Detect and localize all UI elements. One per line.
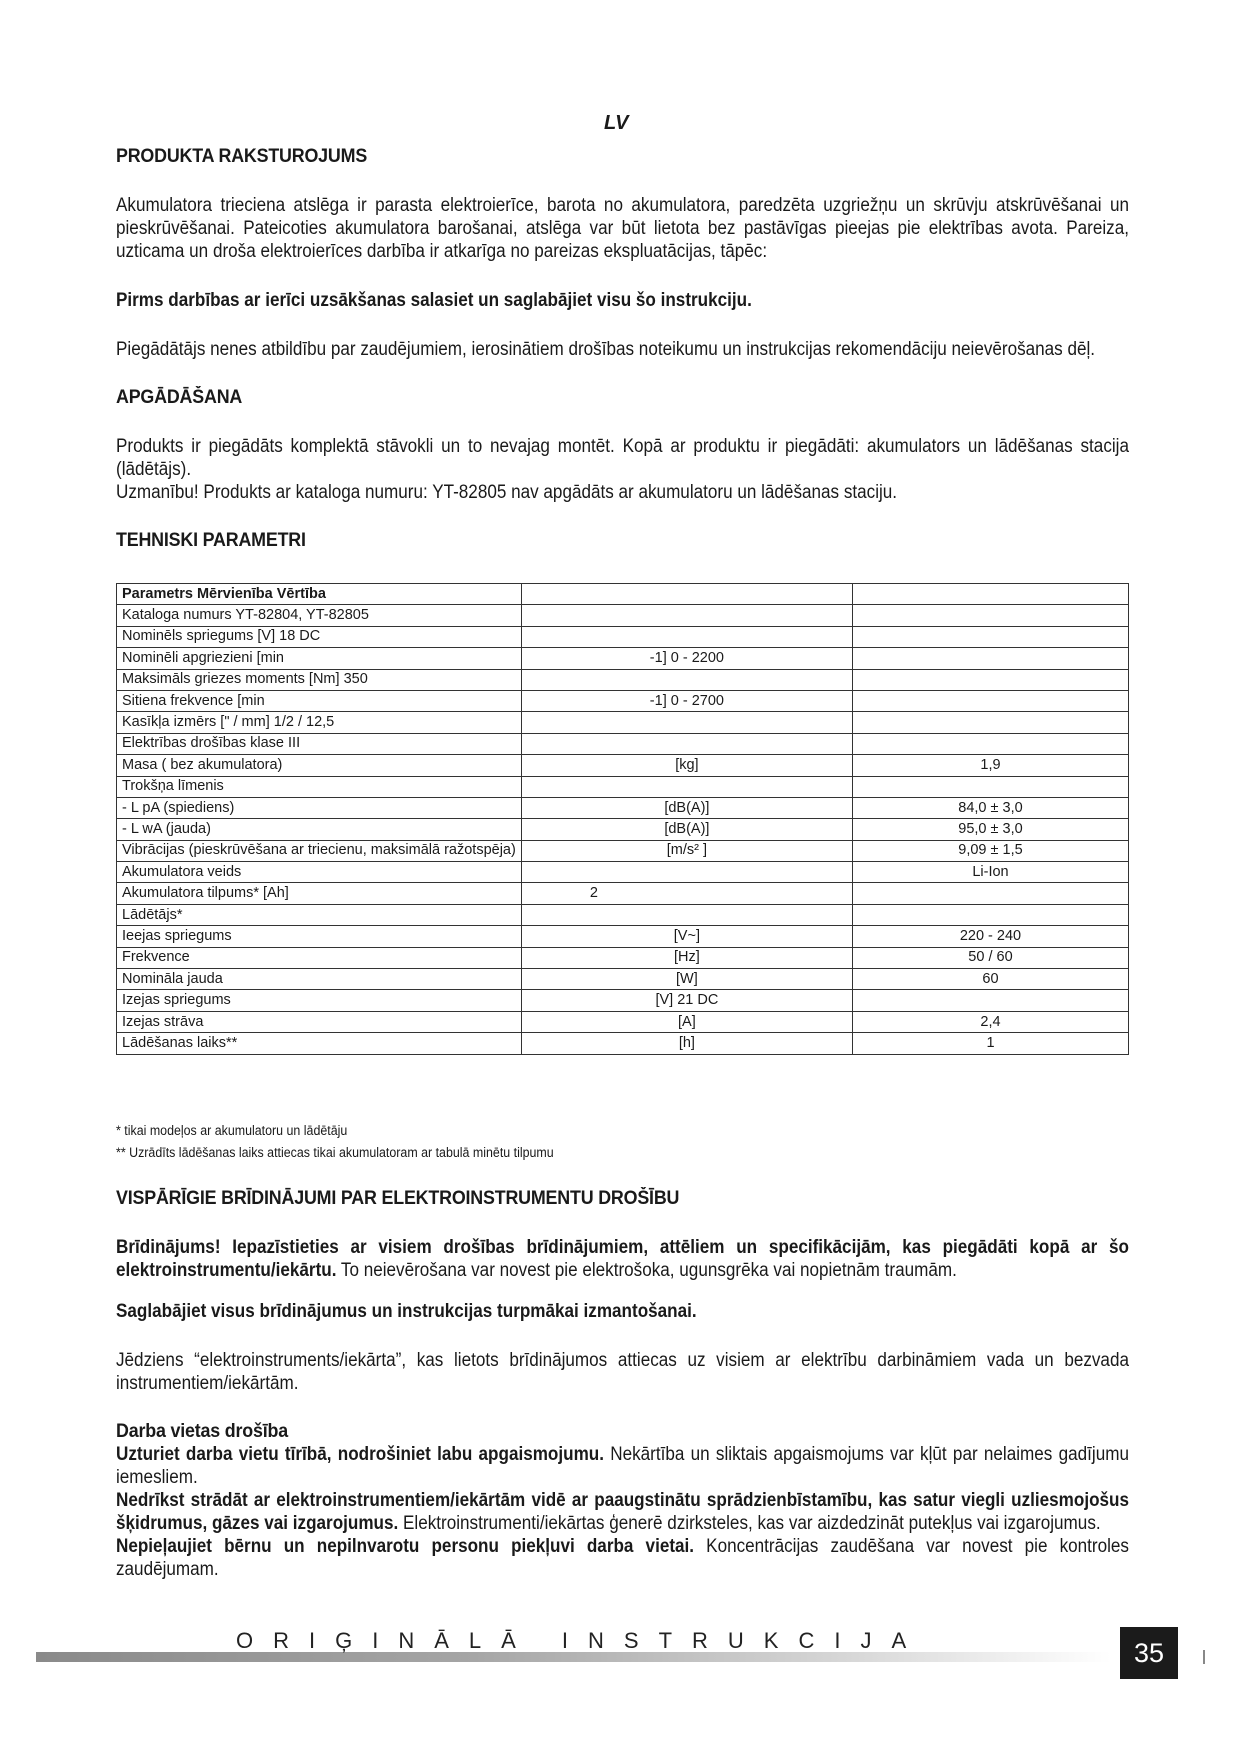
- table-cell: [852, 904, 1128, 925]
- table-row: [117, 926, 1129, 947]
- section-title-safety: VISPĀRĪGIE BRĪDINĀJUMI PAR ELEKTROINSTRUMENTU DROŠĪBU: [116, 1188, 680, 1209]
- table-cell: [852, 648, 1128, 669]
- table-cell: [521, 862, 852, 883]
- table-cell: Nominēli apgriezieni [min: [117, 648, 522, 669]
- table-cell: [dB(A)]: [521, 819, 852, 840]
- workplace-rule-3-bold: Nepieļaujiet bērnu un nepilnvarotu personu piekļuvi darba vietai.: [116, 1536, 695, 1557]
- table-cell: [521, 712, 852, 733]
- section-title-supply: APGĀDĀŠANA: [116, 387, 243, 408]
- table-cell: [852, 669, 1128, 690]
- table-cell: 2,4: [852, 1011, 1128, 1032]
- term-definition-paragraph: Jēdziens “elektroinstruments/iekārta”, kas lietots brīdinājumos attiecas uz visiem ar elektrību darbināmiem vada un bezvada instrumentiem/iekārtām.: [116, 1350, 1129, 1394]
- table-row: [117, 712, 1129, 733]
- table-cell: Frekvence: [117, 947, 522, 968]
- safety-warning-paragraph: [116, 1236, 1129, 1282]
- table-row: [117, 904, 1129, 925]
- table-row: [117, 776, 1129, 797]
- table-cell: Kataloga numurs YT-82804, YT-82805: [117, 605, 522, 626]
- table-row: [117, 883, 1129, 904]
- table-cell: Trokšņa līmenis: [117, 776, 522, 797]
- footer-tick-mark: [1203, 1650, 1205, 1664]
- table-cell: Vibrācijas (pieskrūvēšana ar triecienu, maksimālā ražotspēja): [117, 840, 522, 861]
- table-cell: 50 / 60: [852, 947, 1128, 968]
- table-row: [117, 669, 1129, 690]
- table-row: [117, 1033, 1129, 1054]
- table-cell: [852, 712, 1128, 733]
- table-row: [117, 690, 1129, 711]
- table-cell: [V~]: [521, 926, 852, 947]
- table-cell: -1] 0 - 2200: [521, 648, 852, 669]
- table-notes: [116, 1120, 592, 1164]
- table-cell: [852, 584, 1128, 605]
- footer-title: ORIĢINĀLĀ INSTRUKCIJA: [236, 1628, 927, 1653]
- table-cell: [Hz]: [521, 947, 852, 968]
- table-cell: Li-Ion: [852, 862, 1128, 883]
- table-row: [117, 819, 1129, 840]
- note-charging-time: ** Uzrādīts lādēšanas laiks attiecas tikai akumulatoram ar tabulā minētu tilpumu: [116, 1145, 554, 1160]
- table-cell: 2: [521, 883, 852, 904]
- table-cell: Parametrs Mērvienība Vērtība: [117, 584, 522, 605]
- table-cell: [852, 605, 1128, 626]
- table-cell: 1: [852, 1033, 1128, 1054]
- safety-warning-bold: Brīdinājums! Iepazīstieties ar visiem drošības brīdinājumiem, attēliem un specifikācijām, kas piegādāti kopā ar šo elektroinstrumentu/iekārtu.: [116, 1237, 1129, 1281]
- table-cell: [521, 584, 852, 605]
- supply-paragraph: Produkts ir piegādāts komplektā stāvokli un to nevajag montēt. Kopā ar produktu ir piegādāti: akumulators un lādēšanas stacija (lādētājs).: [116, 436, 1129, 480]
- keep-instructions-paragraph: Saglabājiet visus brīdinājumus un instrukcijas turpmākai izmantošanai.: [116, 1301, 697, 1322]
- table-cell: [V] 21 DC: [521, 990, 852, 1011]
- intro-content: [116, 146, 1130, 552]
- characteristics-paragraph: Akumulatora trieciena atslēga ir parasta elektroierīce, barota no akumulatora, paredzēta uzgriežņu un skrūvju atskrūvēšanai un pieskrūvēšanai. Pateicoties akumulatora barošanai, atslēga var būt lietota bez pastāvīgas pieejas pie elektrības avota. Pareiza, uzticama un droša elektroierīces darbība ir atkarīga no pareizas ekspluatācijas, tāpēc:: [116, 195, 1129, 262]
- table-cell: 60: [852, 969, 1128, 990]
- table-cell: [852, 990, 1128, 1011]
- table-cell: Nomināla jauda: [117, 969, 522, 990]
- note-battery-models: * tikai modeļos ar akumulatoru un lādētāju: [116, 1123, 348, 1138]
- table-cell: [W]: [521, 969, 852, 990]
- workplace-rule-1-bold: Uzturiet darba vietu tīrībā, nodrošiniet labu apgaismojumu.: [116, 1444, 604, 1465]
- table-cell: [dB(A)]: [521, 797, 852, 818]
- table-cell: [521, 733, 852, 754]
- table-cell: [kg]: [521, 755, 852, 776]
- workplace-rule-2-bold: Nedrīkst strādāt ar elektroinstrumentiem/iekārtām vidē ar paaugstinātu sprādzienbīstamību, kas satur viegli uzliesmojošus šķidrumus, gāzes vai izgarojumus.: [116, 1490, 1129, 1534]
- table-cell: -1] 0 - 2700: [521, 690, 852, 711]
- table-cell: Izejas spriegums: [117, 990, 522, 1011]
- table-row: [117, 1011, 1129, 1032]
- table-cell: 95,0 ± 3,0: [852, 819, 1128, 840]
- table-cell: 1,9: [852, 755, 1128, 776]
- supply-note: Uzmanību! Produkts ar kataloga numuru: YT-82805 nav apgādāts ar akumulatoru un lādēšanas staciju.: [116, 482, 898, 503]
- table-cell: [852, 626, 1128, 647]
- workplace-rule-1-rest: Nekārtība un sliktais apgaismojums var kļūt par nelaimes gadījumu iemesliem.: [116, 1444, 1129, 1488]
- table-cell: Elektrības drošības klase III: [117, 733, 522, 754]
- tech-parameters-table: [116, 583, 1129, 1055]
- table-cell: - L wA (jauda): [117, 819, 522, 840]
- table-cell: [m/s² ]: [521, 840, 852, 861]
- table-row: [117, 626, 1129, 647]
- table-cell: [852, 883, 1128, 904]
- table-cell: Akumulatora veids: [117, 862, 522, 883]
- table-row: [117, 733, 1129, 754]
- table-cell: Maksimāls griezes moments [Nm] 350: [117, 669, 522, 690]
- table-row: [117, 969, 1129, 990]
- table-row: [117, 648, 1129, 669]
- table-row: [117, 862, 1129, 883]
- table-cell: Akumulatora tilpums* [Ah]: [117, 883, 522, 904]
- table-cell: Lādēšanas laiks**: [117, 1033, 522, 1054]
- table-row: [117, 947, 1129, 968]
- table-row: [117, 605, 1129, 626]
- table-header-row: [117, 584, 1129, 605]
- table-cell: [521, 904, 852, 925]
- table-cell: [521, 669, 852, 690]
- workplace-rule-1: [116, 1443, 1129, 1489]
- read-instructions-paragraph: Pirms darbības ar ierīci uzsākšanas salasiet un saglabājiet visu šo instrukciju.: [116, 290, 752, 311]
- page-number: 35: [1120, 1627, 1178, 1679]
- table-cell: Masa ( bez akumulatora): [117, 755, 522, 776]
- section-title-tech: TEHNISKI PARAMETRI: [116, 530, 306, 551]
- table-cell: Izejas strāva: [117, 1011, 522, 1032]
- table-cell: [A]: [521, 1011, 852, 1032]
- workplace-rule-2-rest: Elektroinstrumenti/iekārtas ģenerē dzirksteles, kas var aizdedzināt putekļus vai izgarojumus.: [398, 1513, 1101, 1534]
- subsection-title-workplace: Darba vietas drošība: [116, 1421, 288, 1442]
- table-cell: [852, 776, 1128, 797]
- table-cell: Sitiena frekvence [min: [117, 690, 522, 711]
- table-cell: 9,09 ± 1,5: [852, 840, 1128, 861]
- table-cell: Kasīkļa izmērs [" / mm] 1/2 / 12,5: [117, 712, 522, 733]
- table-cell: 84,0 ± 3,0: [852, 797, 1128, 818]
- table-cell: 220 - 240: [852, 926, 1128, 947]
- table-cell: [852, 733, 1128, 754]
- table-row: [117, 990, 1129, 1011]
- liability-paragraph: Piegādātājs nenes atbildību par zaudējumiem, ierosinātiem drošības noteikumu un instrukcijas rekomendāciju neievērošanas dēļ.: [116, 339, 1096, 360]
- table-cell: Lādētājs*: [117, 904, 522, 925]
- safety-content: [116, 1188, 1130, 1581]
- table-cell: [h]: [521, 1033, 852, 1054]
- table-cell: Ieejas spriegums: [117, 926, 522, 947]
- workplace-rule-3: [116, 1535, 1129, 1581]
- section-title-characteristics: PRODUKTA RAKSTUROJUMS: [116, 146, 368, 167]
- table-cell: Nominēls spriegums [V] 18 DC: [117, 626, 522, 647]
- table-cell: [521, 626, 852, 647]
- table-cell: [521, 776, 852, 797]
- table-row: [117, 755, 1129, 776]
- table-row: [117, 840, 1129, 861]
- workplace-rule-3-rest: Koncentrācijas zaudēšana var novest pie kontroles zaudējumam.: [116, 1536, 1129, 1580]
- table-cell: [852, 690, 1128, 711]
- table-cell: [521, 605, 852, 626]
- table-cell: - L pA (spiediens): [117, 797, 522, 818]
- table-row: [117, 797, 1129, 818]
- language-code: LV: [604, 112, 629, 134]
- workplace-rule-2: [116, 1489, 1129, 1535]
- safety-warning-rest: To neievērošana var novest pie elektrošoka, ugunsgrēka vai nopietnām traumām.: [336, 1260, 957, 1281]
